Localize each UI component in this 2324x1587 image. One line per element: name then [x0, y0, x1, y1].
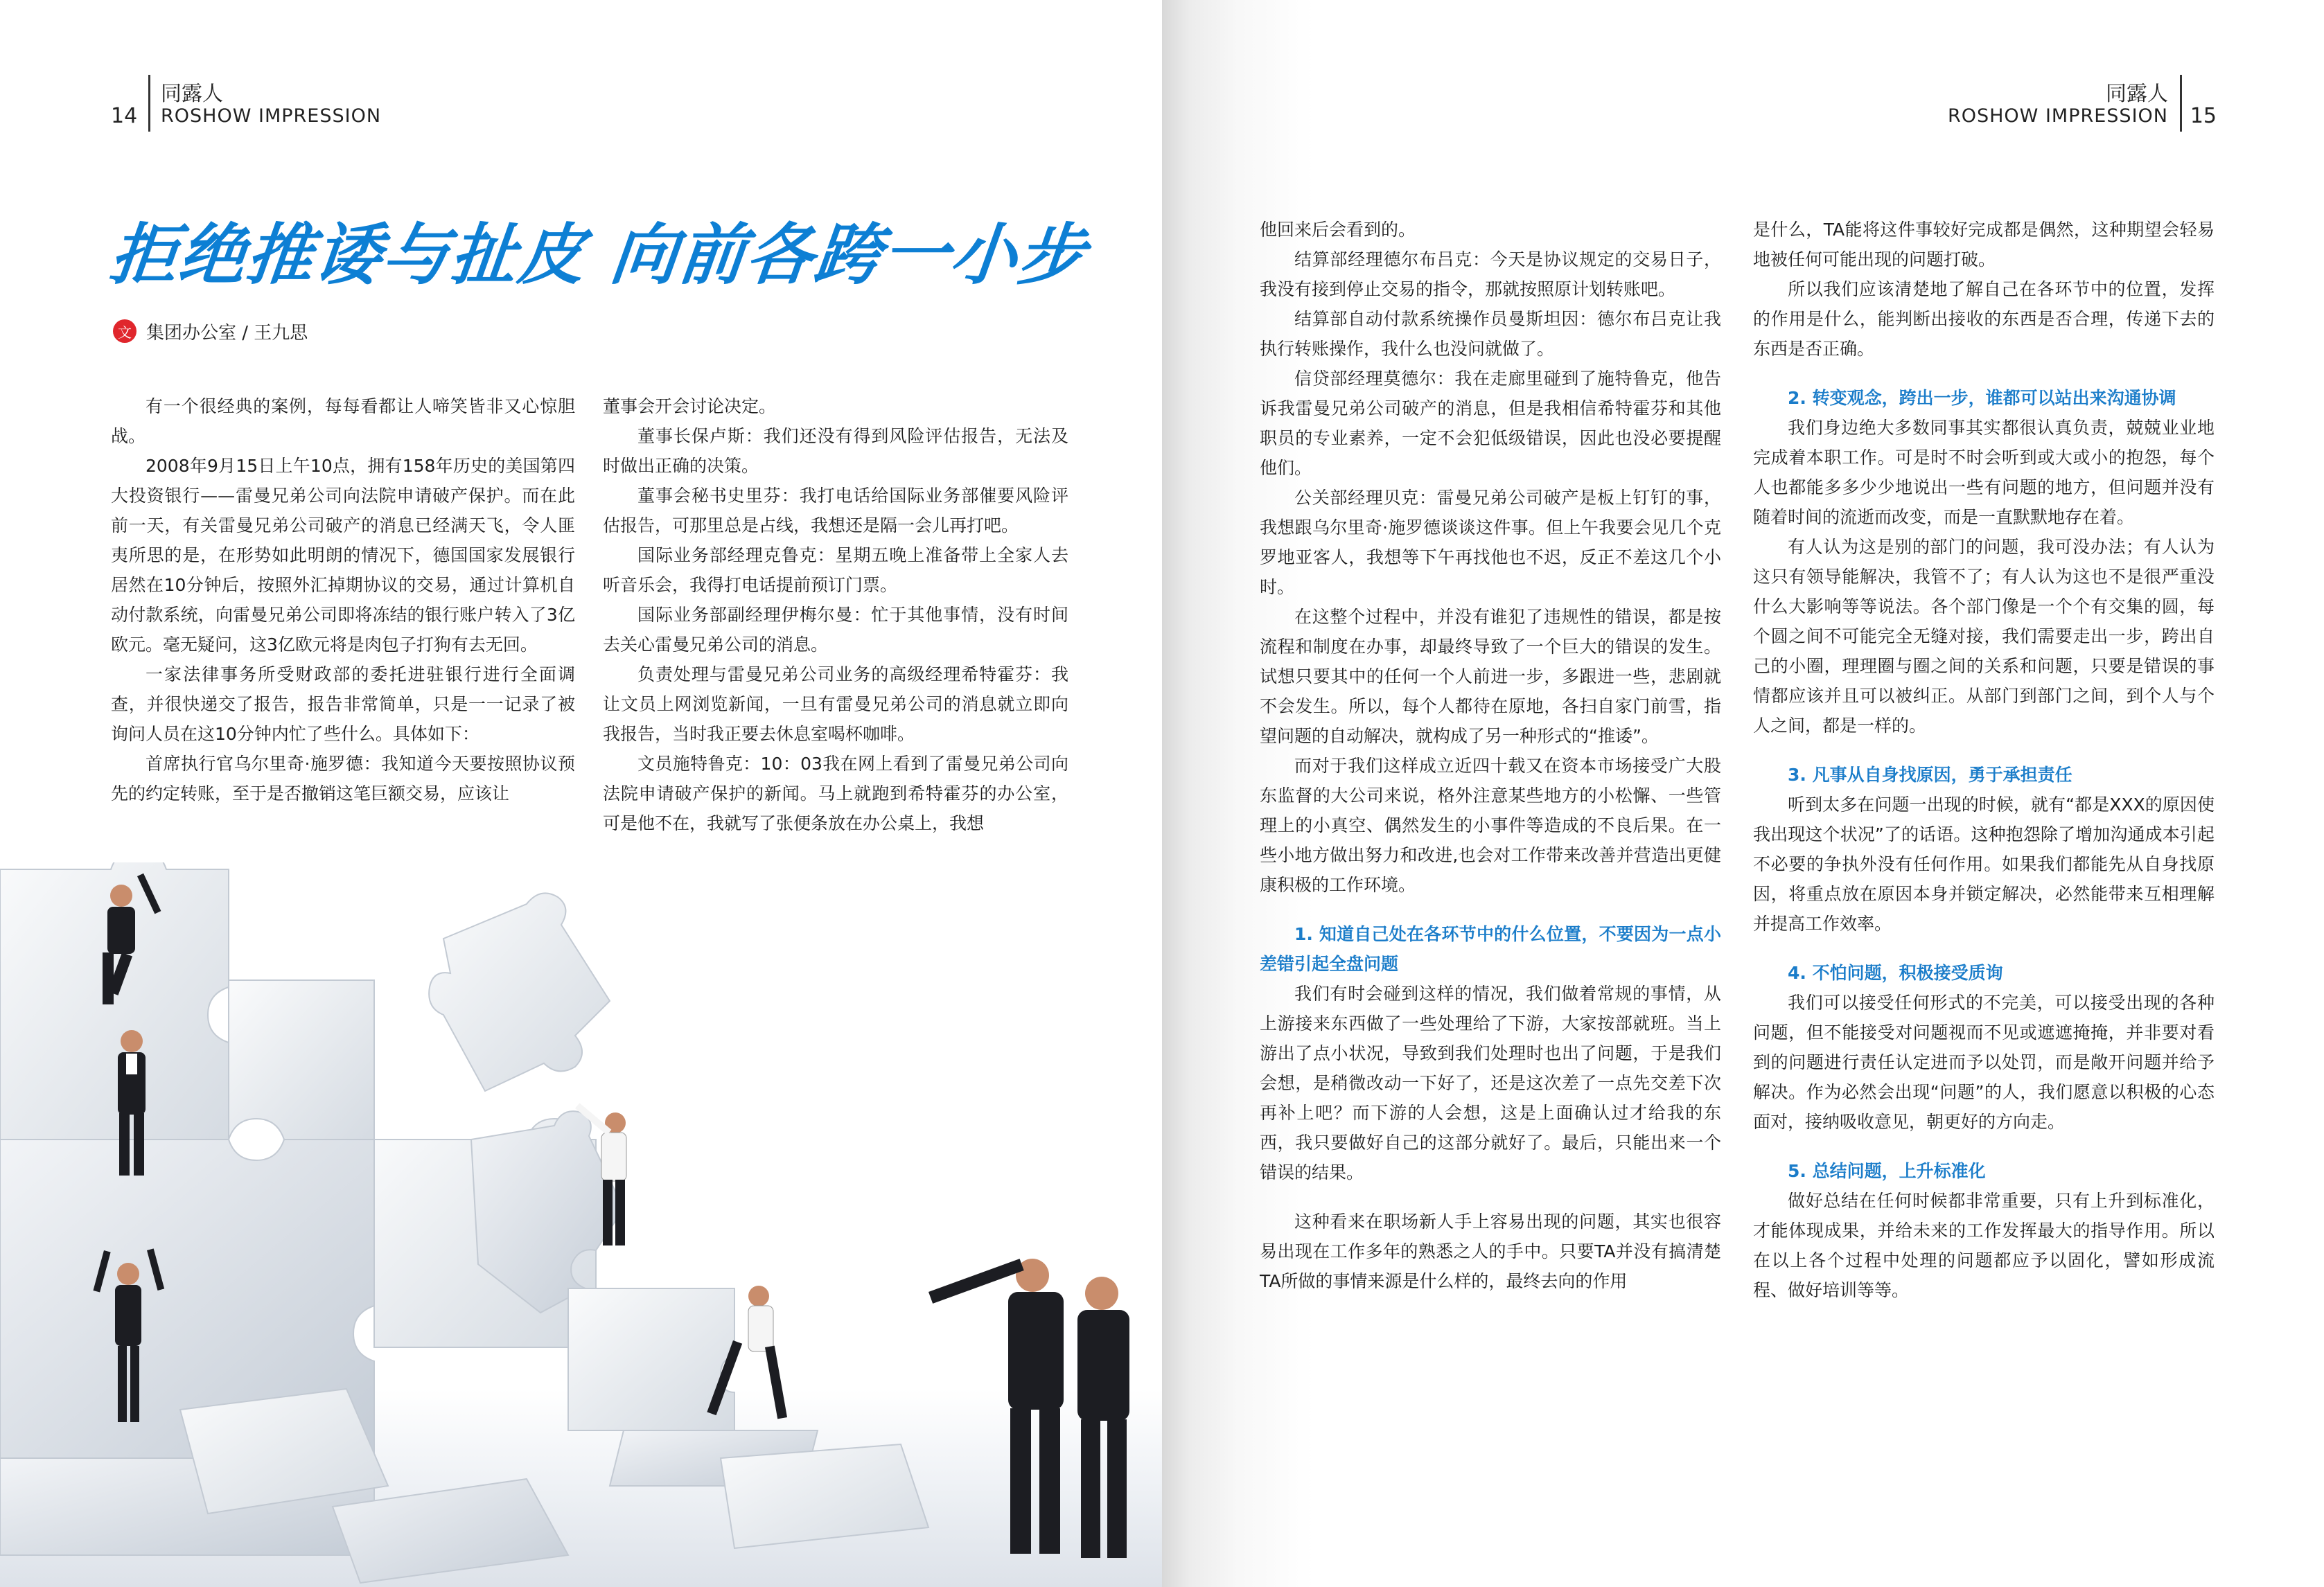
text-column-3 — [1260, 215, 1721, 1296]
paragraph: 所以我们应该清楚地了解自己在各环节中的位置，发挥的作用是什么，能判断出接收的东西是否合理，传递下去的东西是否正确。 — [1753, 279, 2215, 359]
paragraph: 听到太多在问题一出现的时候，就有“都是XXX的原因使我出现这个状况”了的话语。这种抱怨除了增加沟通成本引起不必要的争执外没有任何作用。如果我们都能先从自身找原因，将重点放在原因本身并锁定解决，必然能带来互相理解并提高工作效率。 — [1753, 795, 2215, 934]
paragraph: 负责处理与雷曼兄弟公司业务的高级经理希特霍芬：我让文员上网浏览新闻，一旦有雷曼兄弟公司的消息就立即向我报告，当时我正要去休息室喝杯咖啡。 — [603, 664, 1068, 744]
magazine-name-en-right: ROSHOW IMPRESSION — [1947, 105, 2168, 127]
section-heading-1: 1. 知道自己处在各环节中的什么位置，不要因为一点小差错引起全盘问题 — [1260, 924, 1721, 974]
magazine-name-cn-left: 同露人 — [161, 82, 223, 106]
paragraph: 在这整个过程中，并没有谁犯了违规性的错误，都是按流程和制度在办事，却最终导致了一个巨大的错误的发生。试想只要其中的任何一个人前进一步，多跟进一些，悲剧就不会发生。所以，每个人都待在原地，各扫自家门前雪，指望问题的自动解决，就构成了另一种形式的“推诿”。 — [1260, 607, 1721, 746]
paragraph: 国际业务部经理克鲁克：星期五晚上准备带上全家人去听音乐会，我得打电话提前预订门票。 — [603, 545, 1068, 595]
section-heading-2: 2. 转变观念，跨出一步，谁都可以站出来沟通协调 — [1788, 388, 2176, 408]
header-divider-right — [2180, 75, 2182, 132]
section-heading-3: 3. 凡事从自身找原因，勇于承担责任 — [1788, 765, 2072, 785]
paragraph: 而对于我们这样成立近四十载又在资本市场接受广大股东监督的大公司来说，格外注意某些地方的小松懈、一些管理上的小真空、偶然发生的小事件等造成的不良后果。在一些小地方做出努力和改进,也会对工作带来改善并营造出更健康积极的工作环境。 — [1260, 756, 1721, 895]
section-heading-5: 5. 总结问题，上升标准化 — [1788, 1161, 1986, 1181]
page-number-right: 15 — [2190, 104, 2217, 128]
paragraph: 董事长保卢斯：我们还没有得到风险评估报告，无法及时做出正确的决策。 — [603, 426, 1068, 476]
paragraph: 我们可以接受任何形式的不完美，可以接受出现的各种问题，但不能接受对问题视而不见或遮遮掩掩，并非要对看到的问题进行责任认定进而予以处罚，而是敞开问题并给予解决。作为必然会出现“问题”的人，我们愿意以积极的心态面对，接纳吸收意见，朝更好的方向走。 — [1753, 993, 2215, 1132]
text-column-4 — [1753, 215, 2215, 1305]
paragraph: 首席执行官乌尔里奇·施罗德：我知道今天要按照协议预先的约定转账，至于是否撤销这笔巨额交易，应该让 — [111, 754, 575, 804]
paragraph: 董事会秘书史里芬：我打电话给国际业务部催要风险评估报告，可那里总是占线，我想还是隔一会儿再打吧。 — [603, 486, 1068, 535]
paragraph: 一家法律事务所受财政部的委托进驻银行进行全面调查，并很快递交了报告，报告非常简单，只是一一记录了被询问人员在这10分钟内忙了些什么。具体如下： — [111, 664, 575, 744]
header-divider-left — [148, 75, 150, 132]
paragraph: 结算部自动付款系统操作员曼斯坦因：德尔布吕克让我执行转账操作，我什么也没问就做了。 — [1260, 309, 1721, 359]
running-header-right — [1870, 72, 2217, 139]
paragraph: 做好总结在任何时候都非常重要，只有上升到标准化，才能体现成果，并给未来的工作发挥最大的指导作用。所以在以上各个过程中处理的问题都应予以固化，譬如形成流程、做好培训等等。 — [1753, 1191, 2215, 1300]
paragraph: 信贷部经理莫德尔：我在走廊里碰到了施特鲁克，他告诉我雷曼兄弟公司破产的消息，但是我相信希特霍芬和其他职员的专业素养，一定不会犯低级错误，因此也没必要提醒他们。 — [1260, 369, 1721, 478]
magazine-name-en-left: ROSHOW IMPRESSION — [161, 105, 382, 127]
paragraph: 有一个很经典的案例，每每看都让人啼笑皆非又心惊胆战。 — [111, 396, 575, 446]
paragraph: 他回来后会看到的。 — [1260, 220, 1416, 240]
paragraph: 2008年9月15日上午10点，拥有158年历史的美国第四大投资银行——雷曼兄弟公司向法院申请破产保护。而在此前一天，有关雷曼兄弟公司破产的消息已经满天飞，令人匪夷所思的是，在形势如此明朗的情况下，德国国家发展银行居然在10分钟后，按照外汇掉期协议的交易，通过计算机自动付款系统，向雷曼兄弟公司即将冻结的银行账户转入了3亿欧元。毫无疑问，这3亿欧元将是肉包子打狗有去无回。 — [111, 456, 575, 655]
paragraph: 国际业务部副经理伊梅尔曼：忙于其他事情，没有时间去关心雷曼兄弟公司的消息。 — [603, 605, 1068, 655]
paragraph: 结算部经理德尔布吕克：今天是协议规定的交易日子，我没有接到停止交易的指令，那就按照原计划转账吧。 — [1260, 249, 1721, 299]
byline — [113, 317, 308, 345]
paragraph: 董事会开会讨论决定。 — [603, 396, 777, 416]
text-column-1 — [111, 391, 575, 808]
author-badge-icon: 文 — [113, 319, 137, 343]
paragraph: 是什么，TA能将这件事较好完成都是偶然，这种期望会轻易地被任何可能出现的问题打破。 — [1753, 220, 2215, 269]
section-heading-4: 4. 不怕问题，积极接受质询 — [1788, 963, 2003, 983]
paragraph: 我们身边绝大多数同事其实都很认真负责，兢兢业业地完成着本职工作。可是时不时会听到或大或小的抱怨，每个人也都能多多少少地说出一些有问题的地方，但问题并没有随着时间的流逝而改变，而是一直默默地存在着。 — [1753, 418, 2215, 527]
paragraph: 有人认为这是别的部门的问题，我可没办法；有人认为这只有领导能解决，我管不了；有人认为这也不是很严重没什么大影响等等说法。各个部门像是一个个有交集的圆，每个圆之间不可能完全无缝对接，我们需要走出一步，跨出自己的小圈，理理圈与圈之间的关系和问题，只要是错误的事情都应该并且可以被纠正。从部门到部门之间，到个人与个人之间，都是一样的。 — [1753, 537, 2215, 736]
byline-text: 集团办公室 / 王九思 — [146, 322, 308, 344]
paragraph: 文员施特鲁克：10：03我在网上看到了雷曼兄弟公司向法院申请破产保护的新闻。马上就跑到希特霍芬的办公室，可是他不在，我就写了张便条放在办公桌上，我想 — [603, 754, 1068, 833]
text-column-2 — [603, 391, 1068, 838]
page-number-left: 14 — [111, 104, 138, 128]
paragraph: 我们有时会碰到这样的情况，我们做着常规的事情，从上游接来东西做了一些处理给了下游，大家按部就班。当上游出了点小状况，导致到我们处理时也出了问题，于是我们会想，是稍微改动一下好了，还是这次差了一点先交差下次再补上吧？而下游的人会想，这是上面确认过才给我的东西，我只要做好自己的这部分就好了。最后，只能出来一个错误的结果。 — [1260, 984, 1721, 1182]
magazine-name-cn-right: 同露人 — [2106, 82, 2168, 106]
puzzle-business-illustration — [0, 862, 1162, 1587]
running-header-left — [111, 72, 457, 139]
paragraph: 公关部经理贝克：雷曼兄弟公司破产是板上钉钉的事，我想跟乌尔里奇·施罗德谈谈这件事。但上午我要会见几个克罗地亚客人，我想等下午再找他也不迟，反正不差这几个小时。 — [1260, 488, 1721, 597]
paragraph: 这种看来在职场新人手上容易出现的问题，其实也很容易出现在工作多年的熟悉之人的手中。只要TA并没有搞清楚TA所做的事情来源是什么样的，最终去向的作用 — [1260, 1212, 1721, 1291]
article-title: 拒绝推诿与扯皮 向前各跨一小步 — [107, 216, 1091, 294]
